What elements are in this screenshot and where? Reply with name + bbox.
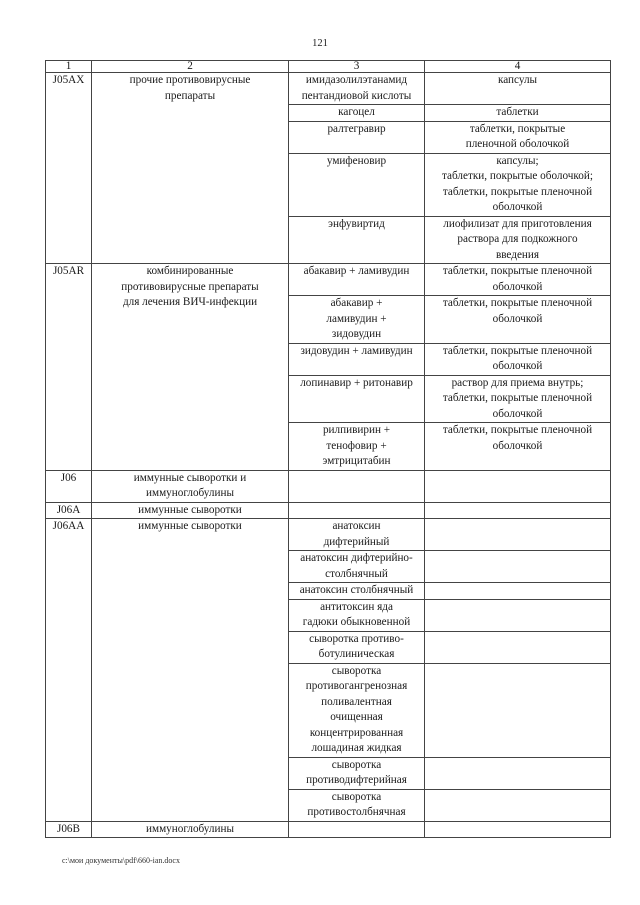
- drug-name-cell: абакавир + ламивудин + зидовудин: [289, 296, 425, 344]
- atc-code-cell: J06AA: [46, 519, 92, 822]
- dosage-form-cell: [425, 663, 611, 757]
- dosage-form-cell: таблетки, покрытые пленочной оболочкой: [425, 423, 611, 471]
- atc-code-cell: J06: [46, 470, 92, 502]
- header-cell: 3: [289, 61, 425, 73]
- group-name-cell: иммунные сыворотки и иммуноглобулины: [92, 470, 289, 502]
- drug-name-cell: имидазолилэтанамид пентандиовой кислоты: [289, 73, 425, 105]
- group-name-cell: комбинированные противовирусные препараты для лечения ВИЧ-инфекции: [92, 264, 289, 471]
- drug-name-cell: [289, 470, 425, 502]
- group-name-cell: иммунные сыворотки: [92, 502, 289, 519]
- drug-name-cell: анатоксин столбнячный: [289, 583, 425, 600]
- drug-name-cell: [289, 821, 425, 838]
- dosage-form-cell: капсулы; таблетки, покрытые оболочкой; таблетки, покрытые пленочной оболочкой: [425, 153, 611, 216]
- dosage-form-cell: [425, 502, 611, 519]
- dosage-form-cell: таблетки: [425, 105, 611, 122]
- dosage-form-cell: [425, 551, 611, 583]
- atc-code-cell: J06A: [46, 502, 92, 519]
- dosage-form-cell: [425, 757, 611, 789]
- drug-name-cell: кагоцел: [289, 105, 425, 122]
- dosage-form-cell: [425, 599, 611, 631]
- table-row: [46, 821, 611, 838]
- drug-name-cell: ралтегравир: [289, 121, 425, 153]
- dosage-form-cell: [425, 583, 611, 600]
- table-row: [46, 502, 611, 519]
- drug-name-cell: сыворотка противодифтерийная: [289, 757, 425, 789]
- drug-name-cell: абакавир + ламивудин: [289, 264, 425, 296]
- dosage-form-cell: таблетки, покрытые пленочной оболочкой: [425, 121, 611, 153]
- drug-name-cell: зидовудин + ламивудин: [289, 343, 425, 375]
- dosage-form-cell: [425, 470, 611, 502]
- header-cell: 4: [425, 61, 611, 73]
- table-row: [46, 73, 611, 105]
- drug-name-cell: анатоксин дифтерийный: [289, 519, 425, 551]
- table-row: [46, 519, 611, 551]
- drug-name-cell: анатоксин дифтерийно- столбнячный: [289, 551, 425, 583]
- drug-name-cell: энфувиртид: [289, 216, 425, 264]
- dosage-form-cell: таблетки, покрытые пленочной оболочкой: [425, 343, 611, 375]
- dosage-form-cell: лиофилизат для приготовления раствора для подкожного введения: [425, 216, 611, 264]
- dosage-form-cell: [425, 789, 611, 821]
- group-name-cell: иммуноглобулины: [92, 821, 289, 838]
- dosage-form-cell: [425, 821, 611, 838]
- dosage-form-cell: таблетки, покрытые пленочной оболочкой: [425, 296, 611, 344]
- dosage-form-cell: таблетки, покрытые пленочной оболочкой: [425, 264, 611, 296]
- atc-code-cell: J05AR: [46, 264, 92, 471]
- drug-name-cell: [289, 502, 425, 519]
- atc-code-cell: J05AX: [46, 73, 92, 264]
- table-row: [46, 470, 611, 502]
- drug-name-cell: сыворотка противо- ботулиническая: [289, 631, 425, 663]
- drug-name-cell: лопинавир + ритонавир: [289, 375, 425, 423]
- dosage-form-cell: капсулы: [425, 73, 611, 105]
- dosage-form-cell: [425, 631, 611, 663]
- drug-name-cell: сыворотка противостолбнячная: [289, 789, 425, 821]
- page-number: 121: [312, 38, 328, 49]
- table-row: [46, 264, 611, 296]
- drug-name-cell: сыворотка противогангренозная поливалентная очищенная концентрированная лошадиная жидкая: [289, 663, 425, 757]
- drug-name-cell: умифеновир: [289, 153, 425, 216]
- drug-name-cell: рилпивирин + тенофовир + эмтрицитабин: [289, 423, 425, 471]
- group-name-cell: иммунные сыворотки: [92, 519, 289, 822]
- header-cell: 1: [46, 61, 92, 73]
- table-header-row: [46, 61, 611, 73]
- group-name-cell: прочие противовирусные препараты: [92, 73, 289, 264]
- atc-code-cell: J06B: [46, 821, 92, 838]
- dosage-form-cell: раствор для приема внутрь; таблетки, покрытые пленочной оболочкой: [425, 375, 611, 423]
- drug-table: [45, 60, 611, 838]
- drug-name-cell: антитоксин яда гадюки обыкновенной: [289, 599, 425, 631]
- footer-file-path: c:\мои документы\pdf\660-ian.docx: [62, 856, 180, 865]
- header-cell: 2: [92, 61, 289, 73]
- dosage-form-cell: [425, 519, 611, 551]
